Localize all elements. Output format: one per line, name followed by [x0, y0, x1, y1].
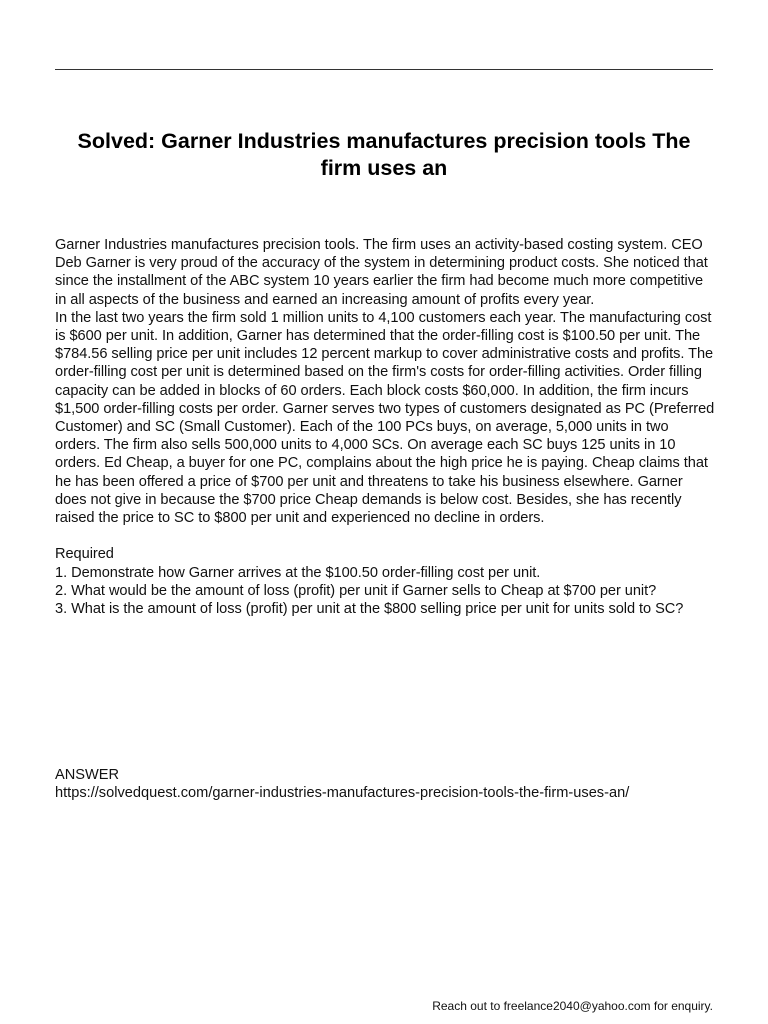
paragraph-intro: Garner Industries manufactures precision tools. The firm uses an activity-based costing system. CEO Deb Garner is very proud of the accuracy of the system in determining product costs. She noticed that since the installment of the ABC system 10 years earlier the firm had become much more competitive in all aspects of the business and earned an increasing amount of profits every year.	[55, 237, 708, 308]
footer-contact: Reach out to freelance2040@yahoo.com for enquiry.	[432, 999, 713, 1013]
answer-section	[55, 766, 717, 802]
top-divider	[55, 69, 713, 70]
question-item: 1. Demonstrate how Garner arrives at the $100.50 order-filling cost per unit.	[55, 564, 541, 581]
page-title: Solved: Garner Industries manufactures precision tools The firm uses an	[77, 129, 691, 180]
answer-label: ANSWER	[55, 767, 120, 783]
answer-link[interactable]: https://solvedquest.com/garner-industries-manufactures-precision-tools-the-firm-uses-an/	[55, 785, 630, 802]
question-item: 2. What would be the amount of loss (profit) per unit if Garner sells to Cheap at $700 per unit?	[55, 582, 657, 599]
paragraph-gap	[55, 527, 717, 545]
paragraph-details: In the last two years the firm sold 1 million units to 4,100 customers each year. The manufacturing cost is $600 per unit. In addition, Garner has determined that the order-filling cost is $100.50 per unit. The $784.56 selling price per unit includes 12 percent markup to cover administrative costs and profits. The order-filling cost per unit is determined based on the firm's costs for order-filling activities. Order filling capacity can be added in blocks of 60 orders. Each block costs $60,000. In addition, the firm incurs $1,500 order-filling costs per order. Garner serves two types of customers designated as PC (Preferred Customer) and SC (Small Customer). Each of the 100 PCs buys, on average, 5,000 units in two orders. The firm also sells 500,000 units to 4,000 SCs. On average each SC buys 125 units in 10 orders. Ed Cheap, a buyer for one PC, complains about the high price he is paying. Cheap claims that he has been offered a price of $700 per unit and threatens to take his business elsewhere. Garner does not give in because the $700 price Cheap demands is below cost. Besides, she has recently raised the price to SC to $800 per unit and experienced no decline in orders.	[55, 309, 715, 527]
question-item: 3. What is the amount of loss (profit) per unit at the $800 selling price per unit for units sold to SC?	[55, 601, 684, 618]
required-heading: Required	[55, 546, 114, 563]
problem-text	[55, 236, 717, 618]
